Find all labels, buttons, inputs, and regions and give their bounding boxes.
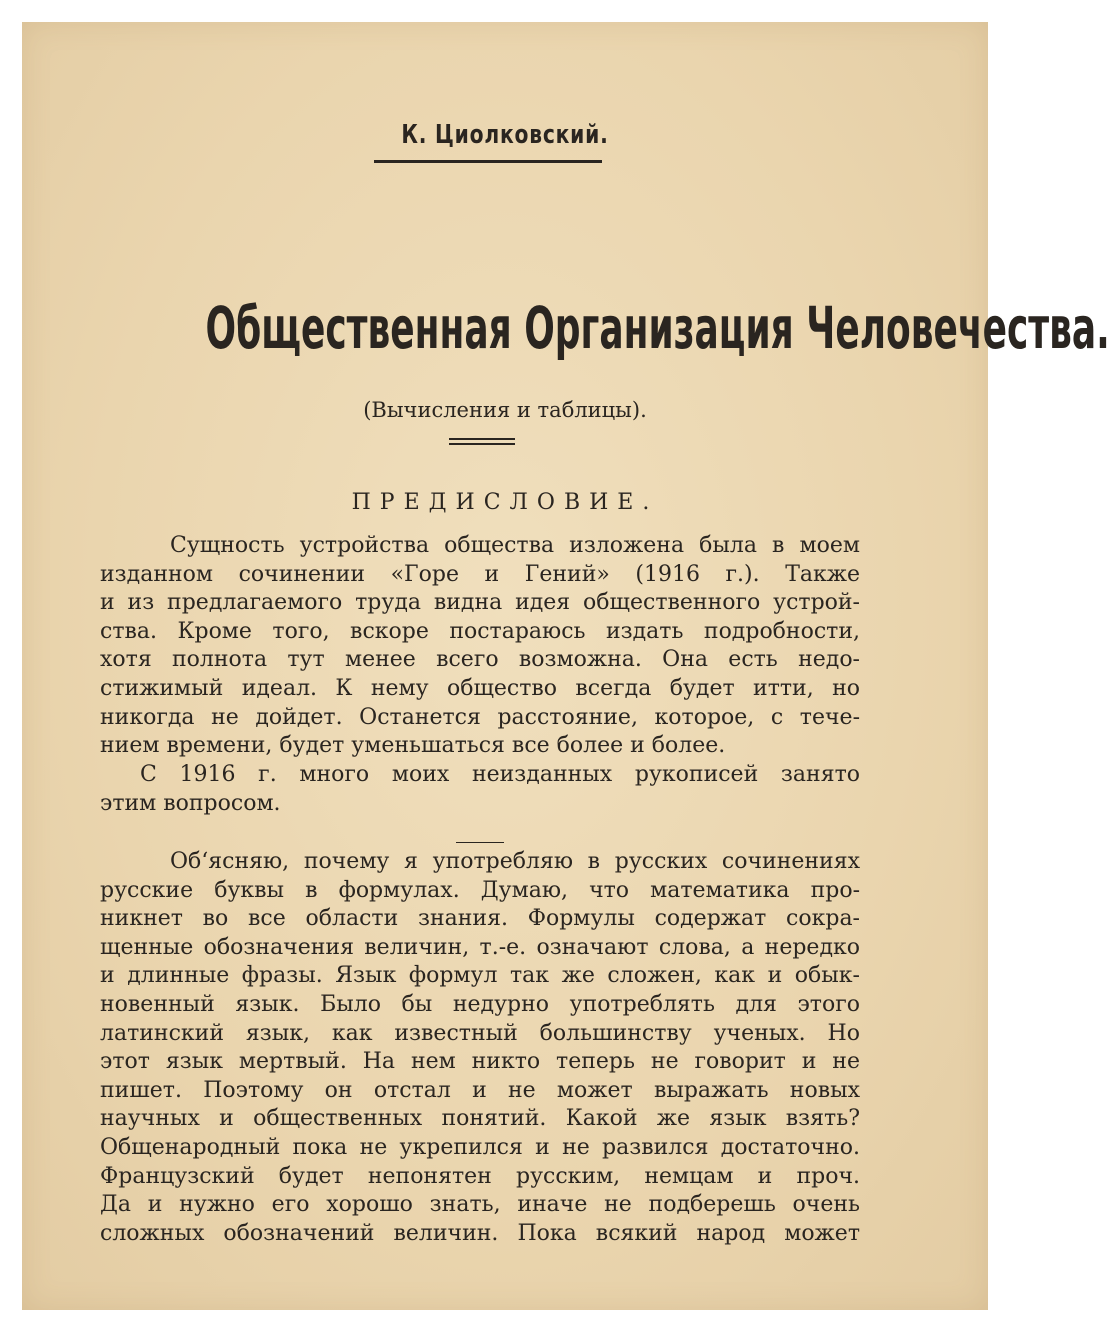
section-divider bbox=[456, 842, 504, 843]
text-line: С 1916 г. много моих неизданных рукописей занято bbox=[140, 762, 860, 787]
double-rule-bottom bbox=[449, 443, 515, 445]
text-line: и из предлагаемого труда видна идея общественного устрой- bbox=[100, 590, 860, 616]
text-line: пишет. Поэтому он отстал и не может выражать новых bbox=[100, 1077, 860, 1103]
section-heading: ПРЕДИСЛОВИЕ. bbox=[351, 490, 659, 515]
text-line: щенные обозначения величин, т.-е. означают слова, а нередко bbox=[100, 934, 860, 960]
double-rule-top bbox=[449, 438, 515, 440]
text-line: научных и общественных понятий. Какой же язык взять? bbox=[100, 1106, 860, 1132]
text-line: латинский язык, как известный большинству ученых. Но bbox=[100, 1020, 860, 1046]
text-line: и длинные фразы. Язык формул так же сложен, как и обык- bbox=[100, 963, 860, 989]
text-line: изданном сочинении «Горе и Гений» (1916 г.). Также bbox=[100, 561, 860, 587]
page-title: Общественная Организация Человечества. bbox=[205, 294, 1110, 362]
text-line: этим вопросом. bbox=[100, 790, 281, 816]
text-line: Общенародный пока не укрепился и не развился достаточно. bbox=[100, 1134, 860, 1160]
text-line: Сущность устройства общества изложена была в моем bbox=[170, 533, 860, 558]
text-line: русские буквы в формулах. Думаю, что математика про- bbox=[100, 877, 860, 903]
text-line: Да и нужно его хорошо знать, иначе не подберешь очень bbox=[100, 1192, 860, 1218]
text-line: нием времени, будет уменьшаться все более и более. bbox=[100, 733, 726, 759]
text-line: ства. Кроме того, вскоре постараюсь издать подробности, bbox=[100, 618, 860, 644]
body-paragraph bbox=[100, 848, 860, 1248]
text-line: никнет во все области знания. Формулы содержат сокра- bbox=[100, 906, 860, 932]
text-line: хотя полнота тут менее всего возможна. Она есть недо- bbox=[100, 647, 860, 673]
text-line: Французский будет непонятен русским, немцам и проч. bbox=[100, 1163, 860, 1189]
page-subtitle: (Вычисления и таблицы). bbox=[363, 398, 647, 422]
preface-paragraph-2 bbox=[100, 761, 860, 818]
author-underline bbox=[374, 160, 602, 163]
text-line: Об‘ясняю, почему я употребляю в русских сочинениях bbox=[170, 849, 860, 874]
author-name: К. Циолковский. bbox=[401, 120, 609, 150]
book-page bbox=[22, 22, 1110, 1310]
text-line: никогда не дойдет. Останется расстояние, которое, с тече- bbox=[100, 704, 860, 730]
text-line: этот язык мертвый. На нем никто теперь не говорит и не bbox=[100, 1049, 860, 1075]
text-line: сложных обозначений величин. Пока всякий народ может bbox=[100, 1220, 860, 1246]
preface-paragraph-1 bbox=[100, 532, 860, 761]
text-line: новенный язык. Было бы недурно употреблять для этого bbox=[100, 991, 860, 1017]
text-line: стижимый идеал. К нему общество всегда будет итти, но bbox=[100, 675, 860, 701]
